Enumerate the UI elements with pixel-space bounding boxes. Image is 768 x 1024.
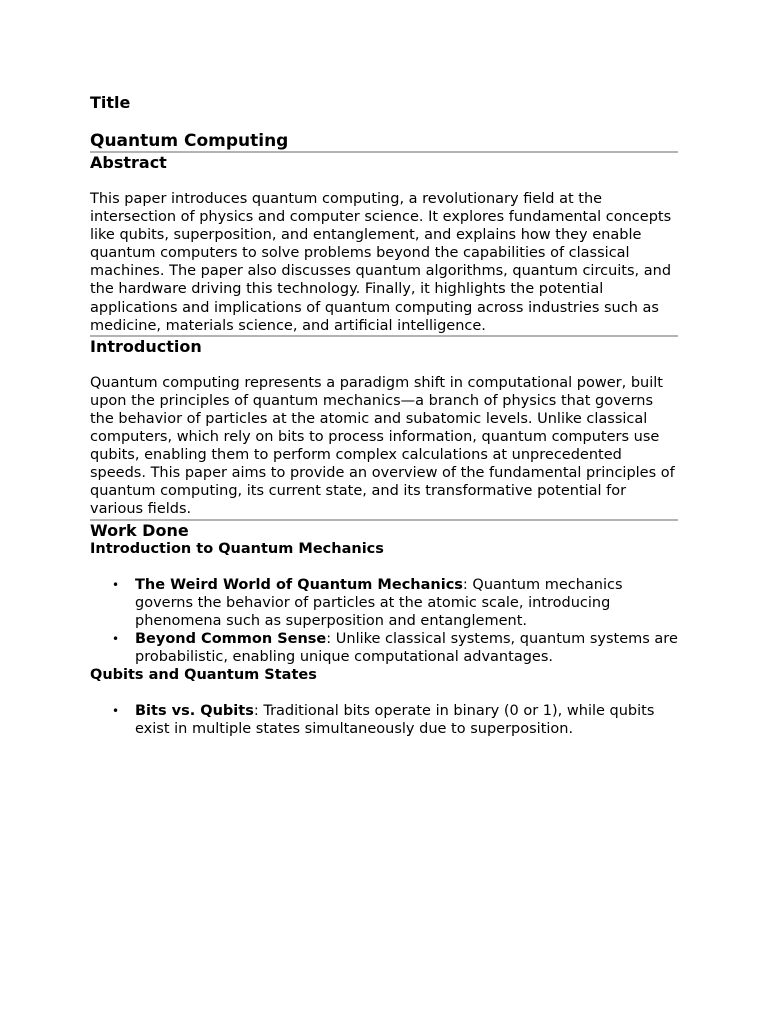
- bullet-text: : Traditional bits operate in binary (0 or 1), while qubits exist in multiple states simultaneously due to superposition.: [135, 702, 655, 738]
- introduction-body: Quantum computing represents a paradigm shift in computational power, built upon the principles of quantum mechanics—a branch of physics that governs the behavior of particles at the atomic and subatomic levels. Unlike classical computers, which rely on bits to process information, quantum computers use qubits, enabling them to perform complex calculations at unprecedented speeds. This paper aims to provide an overview of the fundamental principles of quantum computing, its current state, and its transformative potential for various fields.: [90, 374, 675, 518]
- bullet-icon: •: [112, 577, 120, 592]
- bullet-list-qubits: [90, 702, 678, 738]
- bullet-text: : Quantum mechanics governs the behavior of particles at the atomic scale, introducing phenomena such as superposition and entanglement.: [135, 576, 623, 629]
- list-item: [90, 576, 678, 630]
- bullet-list-quantum-mechanics: [90, 576, 678, 666]
- work-done-heading: Work Done: [90, 520, 189, 540]
- bullet-term: Bits vs. Qubits: [135, 702, 254, 719]
- bullet-term: Beyond Common Sense: [135, 630, 327, 647]
- bullet-text: : Unlike classical systems, quantum systems are probabilistic, enabling unique computational advantages.: [135, 630, 678, 665]
- abstract-heading: Abstract: [90, 153, 167, 172]
- subsection-heading-quantum-mechanics: Introduction to Quantum Mechanics: [90, 540, 384, 557]
- abstract-body: This paper introduces quantum computing, a revolutionary field at the intersection of physics and computer science. It explores fundamental concepts like qubits, superposition, and entanglement, and explains how they enable quantum computers to solve problems beyond the capabilities of classical machines. The paper also discusses quantum algorithms, quantum circuits, and the hardware driving this technology. Finally, it highlights the potential applications and implications of quantum computing across industries such as medicine, materials science, and artificial intelligence.: [90, 191, 672, 334]
- document-title: Quantum Computing: [90, 131, 289, 151]
- bullet-term: The Weird World of Quantum Mechanics: [135, 576, 463, 593]
- document-content: [90, 93, 678, 738]
- subsection-heading-qubits: Qubits and Quantum States: [90, 666, 317, 683]
- title-label: Title: [90, 93, 131, 112]
- introduction-heading: Introduction: [90, 336, 202, 356]
- bullet-icon: •: [112, 631, 120, 646]
- list-item: [90, 630, 678, 666]
- list-item: [90, 702, 678, 738]
- bullet-icon: •: [112, 703, 120, 718]
